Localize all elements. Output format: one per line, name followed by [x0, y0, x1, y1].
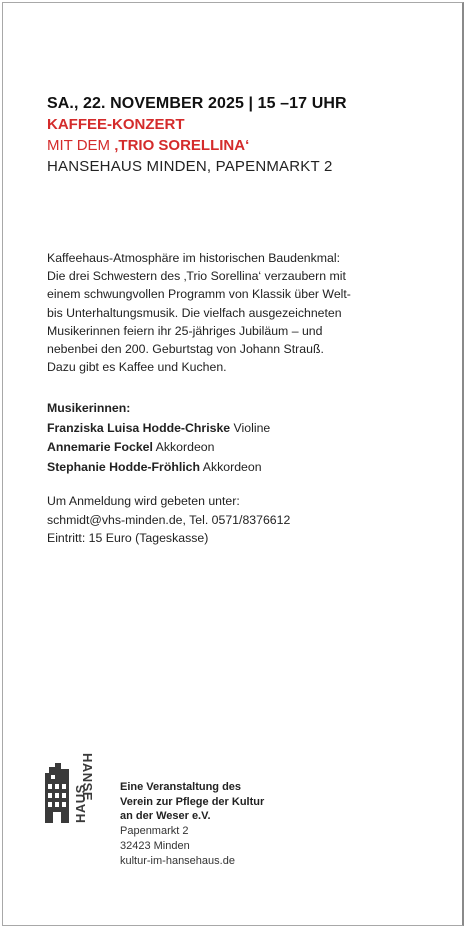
event-venue: HANSEHAUS MINDEN, PAPENMARKT 2	[47, 158, 333, 175]
event-date: SA., 22. NOVEMBER 2025 | 15 –17 UHR	[47, 95, 347, 112]
description-line: Die drei Schwestern des ‚Trio Sorellina‘ verzaubern mit	[47, 269, 346, 284]
registration-note: Um Anmeldung wird gebeten unter:	[47, 494, 240, 508]
musicians-heading: Musikerinnen:	[47, 401, 131, 415]
musicians-section	[47, 399, 270, 477]
event-header	[47, 93, 347, 177]
description-line: Kaffeehaus-Atmosphäre im historischen Baudenkmal:	[47, 251, 341, 265]
organizer-street: Papenmarkt 2	[120, 825, 189, 838]
event-description	[47, 249, 427, 376]
organizer-line: an der Weser e.V.	[120, 810, 211, 823]
svg-text:HANSE: HANSE	[80, 753, 95, 802]
event-subtitle	[47, 135, 347, 156]
event-type: KAFFEE-KONZERT	[47, 116, 185, 133]
musician-row	[47, 419, 270, 439]
flyer-page	[2, 2, 464, 926]
description-line: Musikerinnen feiern ihr 25-jähriges Jubiläum – und	[47, 323, 323, 338]
musician-instrument: Akkordeon	[152, 440, 215, 454]
admission-price: Eintritt: 15 Euro (Tageskasse)	[47, 531, 209, 545]
description-line: bis Unterhaltungsmusik. Die vielfach ausgezeichneten	[47, 305, 342, 320]
description-line: einem schwungvollen Programm von Klassik über Welt-	[47, 287, 351, 302]
contact-section	[47, 492, 290, 548]
musician-name: Stephanie Hodde-Fröhlich	[47, 459, 201, 474]
hansehaus-logo	[43, 751, 101, 829]
description-line: nebenbei den 200. Geburtstag von Johann Strauß.	[47, 342, 324, 357]
ensemble-name: ‚TRIO SORELLINA‘	[114, 137, 250, 154]
organizer-line: Verein zur Pflege der Kultur	[120, 795, 265, 808]
organizer-website[interactable]: kultur-im-hansehaus.de	[120, 854, 235, 867]
subtitle-prefix: MIT DEM	[47, 137, 115, 154]
musician-instrument: Akkordeon	[200, 459, 262, 474]
musician-name: Annemarie Fockel	[47, 440, 153, 454]
description-line: Dazu gibt es Kaffee und Kuchen.	[47, 360, 227, 375]
organizer-city: 32423 Minden	[120, 839, 190, 852]
musician-row	[47, 438, 270, 458]
musician-name: Franziska Luisa Hodde-Chriske	[47, 420, 231, 435]
organizer-line: Eine Veranstaltung des	[120, 781, 242, 793]
organizer-info	[120, 780, 264, 868]
contact-details: schmidt@vhs-minden.de, Tel. 0571/8376612	[47, 512, 291, 527]
musician-instrument: Violine	[230, 420, 271, 435]
musician-row	[47, 458, 270, 478]
svg-text:HAUS: HAUS	[73, 784, 88, 823]
